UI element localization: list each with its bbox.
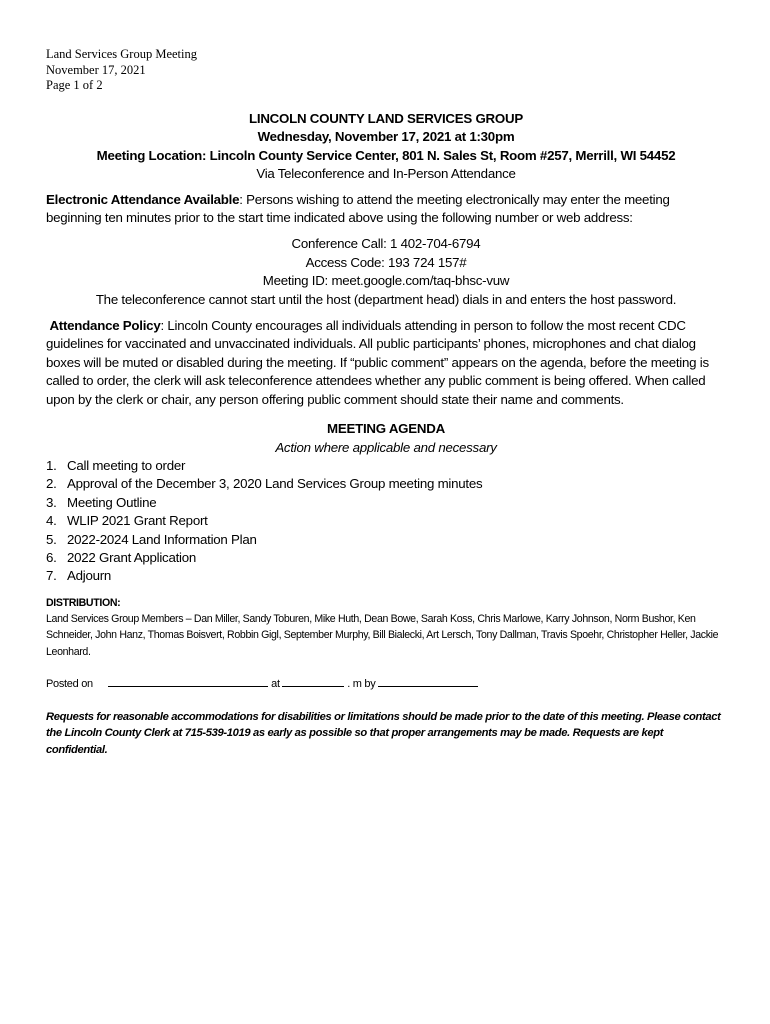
attendance-mode: Via Teleconference and In-Person Attendance [256,166,516,182]
electronic-attendance-label: Electronic Attendance Available [46,191,240,207]
agenda-item [46,549,726,567]
posted-by-blank [378,676,478,687]
distribution-label: DISTRIBUTION: [46,596,121,609]
electronic-attendance-text: : Persons wishing to attend the meeting electronically may enter the meeting beginning ten minutes prior to the start time indicated above using the following number or web address: [46,191,670,226]
agenda-item-number: 1. [46,457,57,473]
conference-host-note: The teleconference cannot start until the host (department head) dials in and enters the host password. [95,291,677,307]
agenda-item [46,531,726,549]
meeting-location: Meeting Location: Lincoln County Service Center, 801 N. Sales St, Room #257, Merrill, WI 54452 [96,147,676,163]
agenda-item [46,512,726,530]
posted-on-label: Posted on [46,677,93,690]
attendance-policy-paragraph [46,317,726,409]
running-header [46,47,197,94]
org-title: LINCOLN COUNTY LAND SERVICES GROUP [249,111,523,126]
posted-line [46,676,726,692]
agenda-item [46,475,726,493]
header-meeting-name: Land Services Group Meeting [46,47,198,61]
conference-meeting-id: Meeting ID: meet.google.com/taq-bhsc-vuw [262,273,510,289]
agenda-item [46,457,726,475]
posted-by-label: . m by [347,677,376,690]
conference-call-number: Conference Call: 1 402-704-6794 [291,236,481,252]
agenda-item-number: 7. [46,568,57,584]
agenda-list [46,457,726,586]
attendance-policy-text: : Lincoln County encourages all individuals attending in person to follow the most recent CDC guidelines for vaccinated and unvaccinated individuals. All public participants’ phones, microphones and chat dialog boxes will be muted or disabled during the meeting. If “public comment” appears on the agenda, before the meeting is called to order, the clerk will ask teleconference attendees whether any public comment is being offered. When called upon by the clerk or chair, any person offering public comment should state their name and comments. [46,318,709,407]
header-meeting-date: November 17, 2021 [46,62,146,77]
agenda-item-text: Adjourn [67,568,112,584]
agenda-item-text: 2022-2024 Land Information Plan [67,531,257,547]
electronic-attendance-paragraph [46,191,726,228]
agenda-item [46,494,726,512]
agenda-item-number: 2. [46,476,57,492]
agenda-item-text: 2022 Grant Application [67,549,197,565]
meeting-datetime: Wednesday, November 17, 2021 at 1:30pm [257,129,515,145]
agenda-item-text: Approval of the December 3, 2020 Land Services Group meeting minutes [67,476,483,492]
document-body [46,110,726,758]
agenda-item-number: 6. [46,549,57,565]
accommodation-notice: Requests for reasonable accommodations for disabilities or limitations should be made prior to the date of this meeting. Please contact the Lincoln County Clerk at 715-539-1019 as early as possible so that proper arrangements may be made. Requests are kept confidential. [46,710,721,756]
agenda-item-text: Meeting Outline [67,494,157,510]
posted-time-blank [282,676,344,687]
attendance-policy-label: Attendance Policy [49,318,161,334]
conference-access-code: Access Code: 193 724 157# [305,254,467,270]
distribution-list: Land Services Group Members – Dan Miller, Sandy Toburen, Mike Huth, Dean Bowe, Sarah Koss, Chris Marlowe, Karry Johnson, Norm Bushor, Ken Schneider, John Hanz, Thomas Boisvert, Robbin Gigl, September Murphy, Bill Bialecki, Art Lersch, Tony Dallman, Travis Spoehr, Christopher Heller, Jackie Leonhard. [46,613,719,658]
agenda-item-text: Call meeting to order [67,457,186,473]
agenda-item-number: 3. [46,494,57,510]
agenda-item [46,567,726,585]
agenda-subheading: Action where applicable and necessary [275,439,497,455]
agenda-item-number: 5. [46,531,57,547]
agenda-heading: MEETING AGENDA [327,421,445,437]
posted-date-blank [108,676,268,687]
agenda-item-text: WLIP 2021 Grant Report [67,513,208,529]
header-page-number: Page 1 of 2 [46,78,103,92]
agenda-item-number: 4. [46,513,57,529]
title-block [46,110,726,184]
posted-at-label: at [271,677,280,690]
conference-details [46,235,726,309]
distribution-section [46,595,726,660]
